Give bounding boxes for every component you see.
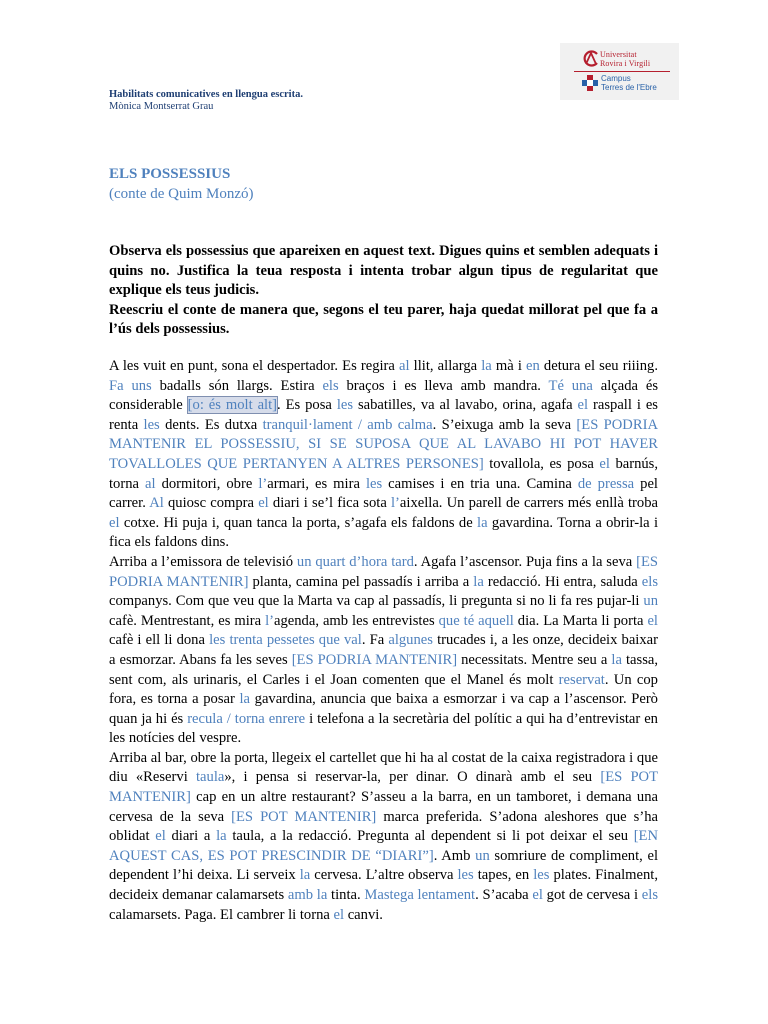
- correction-text: algunes: [388, 632, 433, 649]
- story-text-run: quiosc compra: [163, 495, 259, 512]
- story-text-run: armari, es mira: [267, 475, 366, 492]
- author-name: Mònica Montserrat Grau: [109, 101, 214, 112]
- story-text-run: pel carrer.: [109, 475, 658, 512]
- correction-text: un: [475, 847, 490, 864]
- story-text-run: tovallola, es posa: [483, 455, 600, 472]
- university-name: [600, 51, 650, 68]
- correction-text: el: [647, 612, 658, 629]
- instruction-paragraph: Reescriu el conte de manera que, segons el teu parer, haja quedat millorat pel que fa a l’ús dels possessius.: [109, 301, 658, 337]
- correction-text: l’: [390, 495, 400, 512]
- correction-text: la: [477, 514, 488, 531]
- correction-text: Mastega lentament: [364, 887, 476, 904]
- campus-name-line2: Terres de l'Ebre: [601, 83, 657, 92]
- university-name-line1: Universitat: [600, 50, 637, 59]
- story-text-run: », i pensa si reservar-la, per dinar. O dinarà amb el seu: [224, 769, 601, 786]
- story-text-run: camises i en tria una. Camina: [382, 475, 578, 492]
- story-text-run: llit, allarga: [409, 358, 482, 374]
- document-title: [109, 164, 254, 204]
- story-paragraph: [109, 357, 658, 553]
- correction-text: els: [322, 377, 339, 394]
- story-text-run: redacció. Hi entra, saluda: [483, 573, 642, 590]
- correction-text: tranquil·lament / amb calma: [262, 416, 433, 433]
- story-text-run: cervesa. L’altre observa: [310, 867, 458, 884]
- correction-text: amb la: [287, 887, 328, 904]
- university-name-line2: Rovira i Virgili: [600, 58, 651, 68]
- story-text-run: tapes, en: [473, 867, 534, 884]
- instruction-paragraph: Observa els possessius que apareixen en aquest text. Digues quins et semblen adequats i quins no. Justifica la teua resposta i intenta trobar algun tipus de regularitat que explique els teus judicis.: [109, 243, 658, 298]
- correction-text: Té una: [548, 377, 593, 394]
- correction-text: el: [155, 828, 166, 845]
- correction-text: els: [641, 573, 659, 590]
- correction-text: les trenta pessetes que val: [209, 632, 362, 649]
- story-text-run: i telefona a la secretària del polític a qui ha d’entrevistar en les notícies del vespre.: [109, 710, 658, 747]
- title-main: ELS POSSESSIUS: [109, 166, 231, 182]
- story-text-run: tinta.: [327, 887, 365, 904]
- correction-text: l’: [258, 475, 268, 492]
- story-text-run: . Fa: [361, 632, 389, 649]
- story-paragraph: [109, 553, 658, 749]
- document-header: [109, 89, 303, 113]
- urv-mark-icon: [581, 50, 600, 67]
- correction-text: [EN AQUEST CAS, ES POT PRESCINDIR DE “DIARI”]: [109, 828, 659, 864]
- correction-text: el: [577, 397, 589, 414]
- story-text-run: planta, camina pel passadís i arriba a: [248, 573, 474, 590]
- correction-text: reservat: [558, 671, 605, 688]
- correction-text: taula: [195, 769, 225, 786]
- logo-divider: [574, 71, 670, 72]
- correction-text: el: [532, 887, 543, 904]
- correction-text: la: [481, 358, 492, 374]
- correction-text: el: [599, 455, 610, 472]
- title-subtitle: (conte de Quim Monzó): [109, 186, 254, 202]
- story-text-run: diari a: [165, 828, 217, 845]
- story-text-run: . Amb: [433, 847, 476, 864]
- story-paragraph: [109, 749, 658, 925]
- story-text-run: dents. Es dutxa: [159, 416, 263, 433]
- campus-cross-icon: [582, 75, 598, 91]
- story-text-run: Arriba al bar, obre la porta, llegeix el cartellet que hi ha al costat de la caixa registradora i que diu «Reservi: [109, 749, 658, 786]
- story-text-run: . S’acaba: [475, 887, 533, 904]
- highlighted-annotation: [o: és molt alt]: [187, 397, 278, 414]
- correction-text: les: [336, 397, 354, 414]
- correction-text: la: [611, 651, 622, 668]
- story-text-run: . Es posa: [277, 397, 337, 414]
- story-text-run: plates. Finalment, decideix demanar calamarsets: [109, 867, 658, 904]
- story-text-run: diari i se’l fica sota: [268, 495, 391, 512]
- correction-text: [ES POT MANTENIR]: [109, 769, 659, 806]
- story-text-run: agenda, amb les entrevistes: [274, 612, 439, 629]
- story-text-run: trucades i, a les onze, decideix baixar a esmorzar. Abans fa les seves: [109, 632, 659, 668]
- story-text-run: . Agafa l’ascensor. Puja fins a la seva: [413, 553, 637, 570]
- story-text-run: gavardina. Torna a obrir-la i fica els faldons dins.: [109, 514, 658, 551]
- correction-text: que té aquell: [438, 612, 514, 629]
- campus-name-line1: Campus: [601, 74, 631, 83]
- story-text-run: Arriba a l’emissora de televisió: [109, 553, 297, 570]
- correction-text: la: [239, 691, 251, 708]
- story-text-run: gavardina, anuncia que baixa a esmorzar i va cap a l’ascensor. Però quan ja hi és: [109, 691, 658, 727]
- correction-text: [ES PODRIA MANTENIR]: [291, 651, 458, 668]
- story-text-run: . S’eixuga amb la seva: [432, 416, 577, 433]
- correction-text: les: [143, 416, 160, 433]
- story-text-run: somriure de compliment, el dependent l’hi deixa. Li serveix: [109, 847, 659, 884]
- correction-text: les: [533, 867, 550, 884]
- story-text-run: got de cervesa i: [542, 887, 642, 904]
- story-text-run: . Un cop fora, es torna a posar: [109, 671, 658, 708]
- correction-text: el: [258, 495, 269, 512]
- story-text-run: necessitats. Mentre seu a: [457, 651, 612, 668]
- correction-text: [ES PODRIA MANTENIR EL POSSESSIU, SI SE SUPOSA QUE AL LAVABO HI POT HAVER TOVALLOLES QUE PERTANYEN A ALTRES PERSONES]: [109, 416, 658, 472]
- story-text-run: dia. La Marta li porta: [513, 612, 648, 629]
- correction-text: al: [145, 475, 156, 492]
- correction-text: un quart d’hora tard: [296, 553, 414, 570]
- correction-text: les: [365, 475, 383, 492]
- story-text-run: tassa, sent com, als urinaris, el Carles i el Joan comenten que el Manel és molt: [109, 651, 658, 688]
- story-text-run: cap en un altre restaurant? S’asseu a la barra, en un tamboret, i demana una cervesa de la seva: [109, 789, 658, 825]
- story-text-run: calamarsets. Paga. El cambrer li torna: [109, 906, 334, 923]
- story-text-run: mà i: [491, 358, 527, 374]
- story-text: [109, 357, 658, 925]
- story-text-run: taula, a la redacció. Pregunta al dependent si li pot deixar el seu: [226, 828, 634, 845]
- correction-text: [ES POT MANTENIR]: [231, 808, 377, 825]
- story-text-run: dormitori, obre: [155, 475, 259, 492]
- university-logo: [560, 43, 679, 100]
- story-text-run: badalls són llargs. Estira: [151, 377, 323, 394]
- correction-text: Fa uns: [109, 377, 152, 394]
- story-text-run: aixella. Un parell de carrers més enllà troba: [399, 495, 658, 512]
- story-text-run: sabatilles, va al lavabo, orina, agafa: [353, 397, 578, 414]
- correction-text: la: [216, 828, 227, 845]
- correction-text: el: [109, 514, 120, 531]
- course-title: Habilitats comunicatives en llengua escrita.: [109, 89, 303, 100]
- correction-text: Al: [149, 495, 164, 512]
- story-text-run: A les vuit en punt, sona el despertador. Es regira: [109, 358, 400, 374]
- instructions: [109, 242, 658, 340]
- correction-text: el: [333, 906, 345, 923]
- story-text-run: companys. Com que veu que la Marta va cap al passadís, li pregunta si no li fa res pujar-li: [109, 593, 644, 610]
- story-text-run: cafè i ell li dona: [109, 632, 210, 649]
- correction-text: al: [399, 358, 410, 374]
- correction-text: un: [643, 593, 658, 610]
- story-text-run: detura el seu riiing.: [539, 358, 658, 374]
- story-text-run: braços i es lleva amb mandra.: [338, 377, 549, 394]
- story-text-run: marca preferida. S’adona aleshores que s’ha oblidat: [109, 808, 658, 845]
- story-text-run: barnús, torna: [109, 455, 659, 492]
- story-text-run: alçada és considerable: [109, 377, 658, 414]
- correction-text: en: [526, 358, 540, 374]
- correction-text: els: [641, 887, 658, 904]
- story-text-run: cafè. Mentrestant, es mira: [109, 612, 266, 629]
- campus-name: [601, 74, 657, 92]
- story-text-run: cotxe. Hi puja i, quan tanca la porta, s’agafa els faldons de: [119, 514, 478, 531]
- correction-text: la: [473, 573, 484, 590]
- correction-text: la: [299, 867, 311, 884]
- correction-text: les: [457, 867, 474, 884]
- correction-text: recula / torna enrere: [187, 710, 306, 727]
- story-text-run: raspall i es renta: [109, 397, 658, 433]
- correction-text: [ES PODRIA MANTENIR]: [109, 553, 658, 590]
- correction-text: de pressa: [577, 475, 635, 492]
- correction-text: l’: [265, 612, 274, 629]
- story-text-run: canvi.: [344, 906, 383, 923]
